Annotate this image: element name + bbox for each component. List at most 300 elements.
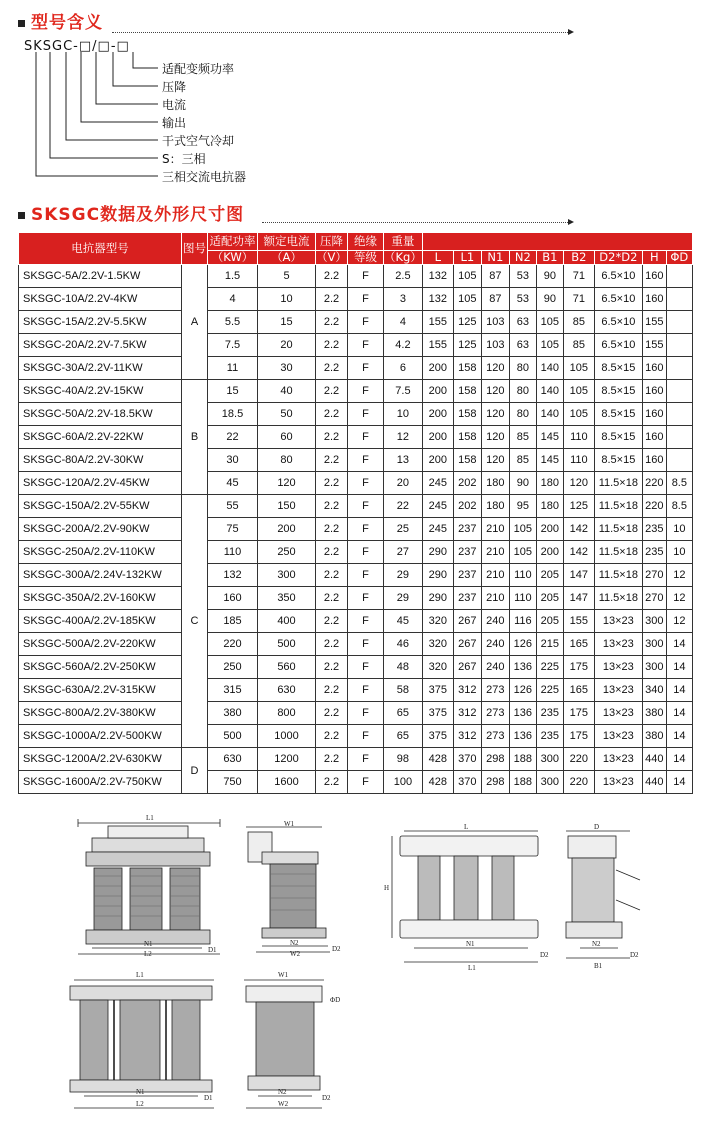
table-cell: 10 [258, 288, 316, 311]
table-cell: F [348, 633, 384, 656]
table-cell: 40 [258, 380, 316, 403]
table-cell: 300 [642, 610, 666, 633]
table-cell: 298 [481, 748, 509, 771]
table-cell: 235 [642, 541, 666, 564]
table-cell: 210 [481, 564, 509, 587]
table-cell: 87 [481, 288, 509, 311]
table-cell: 80 [258, 449, 316, 472]
table-cell: 300 [536, 771, 563, 794]
table-cell: F [348, 564, 384, 587]
table-cell: F [348, 541, 384, 564]
table-cell: 220 [563, 748, 594, 771]
table-cell: F [348, 771, 384, 794]
table-cell: 103 [481, 311, 509, 334]
table-cell: 180 [536, 495, 563, 518]
table-cell: 220 [208, 633, 258, 656]
table-cell: 2.2 [316, 495, 348, 518]
table-cell: 298 [481, 771, 509, 794]
table-cell: 145 [536, 426, 563, 449]
table-cell: 85 [509, 426, 536, 449]
table-cell: 2.2 [316, 357, 348, 380]
table-cell: 2.2 [316, 610, 348, 633]
drawing-front-view-a [78, 819, 220, 954]
table-cell: 63 [509, 311, 536, 334]
table-cell: 1200 [258, 748, 316, 771]
legend-item: 干式空气冷却 [162, 134, 235, 148]
table-cell: 235 [642, 518, 666, 541]
table-cell: 440 [642, 771, 666, 794]
dim-label-L1: L1 [468, 964, 476, 972]
table-cell: F [348, 403, 384, 426]
table-cell: 2.2 [316, 541, 348, 564]
table-cell: 132 [422, 288, 453, 311]
table-cell: 30 [208, 449, 258, 472]
table-cell: 290 [422, 564, 453, 587]
table-cell: 45 [384, 610, 423, 633]
table-cell: 95 [509, 495, 536, 518]
model-cell: SKSGC-300A/2.24V-132KW [19, 564, 182, 587]
table-cell: 132 [208, 564, 258, 587]
table-cell: 380 [642, 702, 666, 725]
table-cell: 235 [536, 725, 563, 748]
table-cell: 12 [384, 426, 423, 449]
table-cell: 320 [422, 656, 453, 679]
dim-label-W2: W2 [278, 1100, 289, 1108]
table-cell: 50 [258, 403, 316, 426]
table-cell: 375 [422, 725, 453, 748]
table-cell: 105 [536, 334, 563, 357]
table-cell: 750 [208, 771, 258, 794]
col-header-power: 适配功率 [208, 233, 258, 251]
model-cell: SKSGC-1000A/2.2V-500KW [19, 725, 182, 748]
table-cell: 165 [563, 679, 594, 702]
table-cell: 240 [481, 656, 509, 679]
table-cell: 80 [509, 403, 536, 426]
table-cell: 240 [481, 633, 509, 656]
table-cell: 90 [509, 472, 536, 495]
table-cell: 48 [384, 656, 423, 679]
table-cell: 11.5×18 [594, 518, 642, 541]
legend-item: S：三相 [162, 152, 206, 166]
table-cell: 7.5 [384, 380, 423, 403]
table-cell: 13×23 [594, 633, 642, 656]
table-cell: 240 [481, 610, 509, 633]
table-cell: 150 [258, 495, 316, 518]
table-cell: 160 [642, 288, 666, 311]
table-cell: 11.5×18 [594, 564, 642, 587]
table-cell: 110 [208, 541, 258, 564]
table-cell: 2.2 [316, 472, 348, 495]
dim-label-D1: D1 [208, 946, 217, 954]
table-cell: 250 [208, 656, 258, 679]
table-cell: 8.5×15 [594, 426, 642, 449]
table-cell: 4 [384, 311, 423, 334]
table-cell: 120 [481, 449, 509, 472]
table-cell: 5 [258, 265, 316, 288]
model-cell: SKSGC-400A/2.2V-185KW [19, 610, 182, 633]
table-cell: 290 [422, 587, 453, 610]
table-cell: 125 [453, 311, 481, 334]
table-cell: 105 [563, 380, 594, 403]
table-cell: 12 [666, 610, 692, 633]
table-cell: 140 [536, 357, 563, 380]
table-cell: 80 [509, 380, 536, 403]
table-cell: 200 [536, 541, 563, 564]
model-cell: SKSGC-30A/2.2V-11KW [19, 357, 182, 380]
table-cell: 18.5 [208, 403, 258, 426]
table-cell: 63 [509, 334, 536, 357]
table-cell: 60 [258, 426, 316, 449]
model-cell: SKSGC-150A/2.2V-55KW [19, 495, 182, 518]
model-cell: SKSGC-800A/2.2V-380KW [19, 702, 182, 725]
table-cell: 375 [422, 702, 453, 725]
table-cell: 225 [536, 679, 563, 702]
model-cell: SKSGC-560A/2.2V-250KW [19, 656, 182, 679]
table-cell: 205 [536, 564, 563, 587]
table-cell: 110 [509, 587, 536, 610]
table-cell: 380 [208, 702, 258, 725]
table-cell: 14 [666, 679, 692, 702]
table-cell: 155 [422, 311, 453, 334]
table-cell: 105 [453, 288, 481, 311]
table-cell: 46 [384, 633, 423, 656]
dim-label-D2: D2 [332, 945, 341, 953]
col-header-current: 额定电流 [258, 233, 316, 251]
table-cell: 237 [453, 541, 481, 564]
table-cell: 105 [563, 357, 594, 380]
table-cell: 13×23 [594, 748, 642, 771]
table-cell: 14 [666, 748, 692, 771]
legend-item: 电流 [162, 98, 187, 112]
table-cell: 85 [563, 311, 594, 334]
model-cell: SKSGC-630A/2.2V-315KW [19, 679, 182, 702]
table-cell: 110 [563, 449, 594, 472]
table-cell: 155 [642, 311, 666, 334]
table-cell: 290 [422, 541, 453, 564]
table-cell: 90 [536, 265, 563, 288]
table-cell: 105 [563, 403, 594, 426]
table-cell: 3 [384, 288, 423, 311]
model-cell: SKSGC-10A/2.2V-4KW [19, 288, 182, 311]
table-cell: 126 [509, 633, 536, 656]
table-cell: F [348, 725, 384, 748]
col-header-current-unit: （A） [258, 251, 316, 265]
table-cell: 29 [384, 587, 423, 610]
table-cell: 100 [384, 771, 423, 794]
table-cell: 630 [258, 679, 316, 702]
table-cell: 6 [384, 357, 423, 380]
table-cell: 14 [666, 633, 692, 656]
dim-label-L2: L2 [144, 950, 152, 958]
dim-label-D2: D2 [322, 1094, 331, 1102]
dim-label-N2: N2 [290, 939, 299, 947]
table-cell: 147 [563, 564, 594, 587]
table-cell: 158 [453, 357, 481, 380]
table-cell: 2.2 [316, 380, 348, 403]
model-cell: SKSGC-60A/2.2V-22KW [19, 426, 182, 449]
table-cell: 6.5×10 [594, 311, 642, 334]
table-cell: 71 [563, 288, 594, 311]
table-cell: 2.2 [316, 518, 348, 541]
dim-label-D: D [594, 823, 600, 831]
table-cell: 14 [666, 725, 692, 748]
table-cell: 2.2 [316, 633, 348, 656]
table-cell: 22 [208, 426, 258, 449]
figure-group-cell: D [182, 748, 208, 794]
table-cell: 180 [481, 495, 509, 518]
table-cell: 380 [642, 725, 666, 748]
table-cell: 315 [208, 679, 258, 702]
table-cell: 160 [642, 265, 666, 288]
table-cell: 273 [481, 725, 509, 748]
col-header-insulation-unit: 等级 [348, 251, 384, 265]
table-cell: 14 [666, 702, 692, 725]
table-cell: 8.5×15 [594, 357, 642, 380]
table-cell: 250 [258, 541, 316, 564]
table-cell: 320 [422, 633, 453, 656]
table-cell: 158 [453, 426, 481, 449]
table-cell: 6.5×10 [594, 265, 642, 288]
table-cell: 180 [536, 472, 563, 495]
table-cell: 120 [481, 357, 509, 380]
table-cell: 6.5×10 [594, 334, 642, 357]
table-cell: 160 [208, 587, 258, 610]
drawing-side-view-a [246, 827, 330, 952]
table-cell: 2.2 [316, 311, 348, 334]
table-cell: F [348, 311, 384, 334]
table-cell: 58 [384, 679, 423, 702]
table-cell: 270 [642, 564, 666, 587]
table-cell: 160 [642, 357, 666, 380]
table-cell: 120 [481, 426, 509, 449]
table-cell: 6.5×10 [594, 288, 642, 311]
table-cell: 8.5×15 [594, 449, 642, 472]
table-cell: 8.5 [666, 472, 692, 495]
table-cell: 312 [453, 725, 481, 748]
table-cell: 11 [208, 357, 258, 380]
table-cell: 158 [453, 403, 481, 426]
table-cell: 136 [509, 725, 536, 748]
table-cell: 12 [666, 564, 692, 587]
table-cell: 273 [481, 679, 509, 702]
col-header-N2: N2 [509, 251, 536, 265]
table-cell: 105 [509, 541, 536, 564]
table-cell: 225 [536, 656, 563, 679]
table-cell: 205 [536, 587, 563, 610]
table-cell: 136 [509, 702, 536, 725]
table-cell: 200 [422, 403, 453, 426]
model-cell: SKSGC-5A/2.2V-1.5KW [19, 265, 182, 288]
col-header-drop: 压降 [316, 233, 348, 251]
table-cell: F [348, 380, 384, 403]
dim-label-W1: W1 [278, 971, 289, 979]
table-cell: 237 [453, 564, 481, 587]
table-cell: 120 [481, 380, 509, 403]
table-cell: 155 [563, 610, 594, 633]
table-cell: 200 [422, 426, 453, 449]
table-cell: 188 [509, 748, 536, 771]
figure-group-cell: C [182, 495, 208, 748]
table-cell: F [348, 334, 384, 357]
model-cell: SKSGC-250A/2.2V-110KW [19, 541, 182, 564]
table-cell: 273 [481, 702, 509, 725]
table-cell: 110 [563, 426, 594, 449]
table-cell: 22 [384, 495, 423, 518]
col-header-phiD: ΦD [666, 251, 692, 265]
table-cell: 300 [536, 748, 563, 771]
table-cell: 136 [509, 656, 536, 679]
table-cell: 210 [481, 541, 509, 564]
dim-label-N1: N1 [466, 940, 475, 948]
col-header-B2: B2 [563, 251, 594, 265]
table-cell: F [348, 610, 384, 633]
table-cell: 220 [642, 495, 666, 518]
legend-item: 适配变频功率 [162, 62, 235, 76]
table-cell: 85 [563, 334, 594, 357]
table-cell: F [348, 495, 384, 518]
table-cell: 440 [642, 748, 666, 771]
dim-label-L2: L2 [136, 1100, 144, 1108]
table-cell: 800 [258, 702, 316, 725]
table-cell: 45 [208, 472, 258, 495]
model-code: SKSGC-□/□-□ [24, 39, 130, 54]
table-cell: 158 [453, 380, 481, 403]
table-cell: F [348, 265, 384, 288]
table-cell: 105 [509, 518, 536, 541]
table-cell: 105 [453, 265, 481, 288]
table-cell: 300 [258, 564, 316, 587]
table-cell: 165 [563, 633, 594, 656]
col-header-L: L [422, 251, 453, 265]
table-cell: 4 [208, 288, 258, 311]
table-cell: 13×23 [594, 679, 642, 702]
table-cell: F [348, 449, 384, 472]
col-header-power-unit: （KW） [208, 251, 258, 265]
dim-label-D1: D1 [204, 1094, 213, 1102]
table-cell: 20 [384, 472, 423, 495]
table-cell: 180 [481, 472, 509, 495]
table-cell: 8.5×15 [594, 403, 642, 426]
dim-label-L1: L1 [146, 814, 154, 822]
table-cell: 200 [422, 449, 453, 472]
model-cell: SKSGC-40A/2.2V-15KW [19, 380, 182, 403]
table-cell: 630 [208, 748, 258, 771]
model-cell: SKSGC-200A/2.2V-90KW [19, 518, 182, 541]
table-cell: 202 [453, 472, 481, 495]
col-header-figure: 图号 [182, 233, 208, 265]
table-cell: 428 [422, 748, 453, 771]
dim-label-L1: L1 [136, 971, 144, 979]
table-cell: 2.2 [316, 587, 348, 610]
table-cell: 267 [453, 610, 481, 633]
table-cell: 175 [563, 702, 594, 725]
table-cell: 267 [453, 656, 481, 679]
table-cell: 2.2 [316, 403, 348, 426]
table-cell: F [348, 587, 384, 610]
table-cell: 29 [384, 564, 423, 587]
table-cell: 13×23 [594, 702, 642, 725]
dim-label-N1: N1 [144, 940, 153, 948]
table-cell: 125 [563, 495, 594, 518]
table-cell: 210 [481, 587, 509, 610]
dim-label-D2: D2 [630, 951, 639, 959]
table-cell: 120 [481, 403, 509, 426]
table-cell: 13×23 [594, 610, 642, 633]
table-cell: 25 [384, 518, 423, 541]
table-cell: 215 [536, 633, 563, 656]
table-cell: 237 [453, 587, 481, 610]
table-cell: 245 [422, 472, 453, 495]
drawing-front-view-c [392, 831, 538, 962]
dim-label-W1: W1 [284, 820, 295, 828]
table-cell: 103 [481, 334, 509, 357]
table-cell: 160 [642, 380, 666, 403]
table-cell: 2.2 [316, 771, 348, 794]
table-cell: 300 [642, 633, 666, 656]
col-header-drop-unit: （V） [316, 250, 347, 264]
table-cell: 140 [536, 380, 563, 403]
table-cell: 11.5×18 [594, 495, 642, 518]
table-cell: 8.5×15 [594, 380, 642, 403]
table-cell: 11.5×18 [594, 472, 642, 495]
table-cell: 340 [642, 679, 666, 702]
dim-label-N2: N2 [278, 1088, 287, 1096]
col-header-insulation: 绝缘 [348, 233, 384, 251]
table-cell: 175 [563, 656, 594, 679]
table-cell: 500 [208, 725, 258, 748]
table-cell: 200 [258, 518, 316, 541]
table-cell: F [348, 472, 384, 495]
model-cell: SKSGC-350A/2.2V-160KW [19, 587, 182, 610]
model-cell: SKSGC-50A/2.2V-18.5KW [19, 403, 182, 426]
table-cell: 71 [563, 265, 594, 288]
model-cell: SKSGC-1200A/2.2V-630KW [19, 748, 182, 771]
model-cell: SKSGC-80A/2.2V-30KW [19, 449, 182, 472]
table-cell: 158 [453, 449, 481, 472]
table-cell: 30 [258, 357, 316, 380]
dim-label-D2: D2 [540, 951, 549, 959]
table-cell: 200 [422, 357, 453, 380]
table-cell: 27 [384, 541, 423, 564]
col-header-B1: B1 [536, 251, 563, 265]
table-cell: 13×23 [594, 725, 642, 748]
table-cell: F [348, 288, 384, 311]
table-cell: 147 [563, 587, 594, 610]
table-cell: 14 [666, 656, 692, 679]
table-cell: 14 [666, 771, 692, 794]
table-cell: 2.2 [316, 725, 348, 748]
table-cell: 15 [208, 380, 258, 403]
table-cell: 2.2 [316, 288, 348, 311]
table-cell: 13×23 [594, 771, 642, 794]
table-cell: F [348, 702, 384, 725]
table-cell: F [348, 426, 384, 449]
table-cell: 2.2 [316, 426, 348, 449]
table-cell: F [348, 656, 384, 679]
table-cell: 245 [422, 518, 453, 541]
table-cell: 75 [208, 518, 258, 541]
table-cell: 210 [481, 518, 509, 541]
table-cell: 65 [384, 725, 423, 748]
table-cell: 1600 [258, 771, 316, 794]
table-cell: 237 [453, 518, 481, 541]
figure-group-cell: A [182, 265, 208, 380]
table-cell: F [348, 357, 384, 380]
figure-group-cell: B [182, 380, 208, 495]
table-cell: 2.2 [316, 564, 348, 587]
table-cell: 55 [208, 495, 258, 518]
col-header-weight-unit: （Kg） [384, 250, 422, 264]
